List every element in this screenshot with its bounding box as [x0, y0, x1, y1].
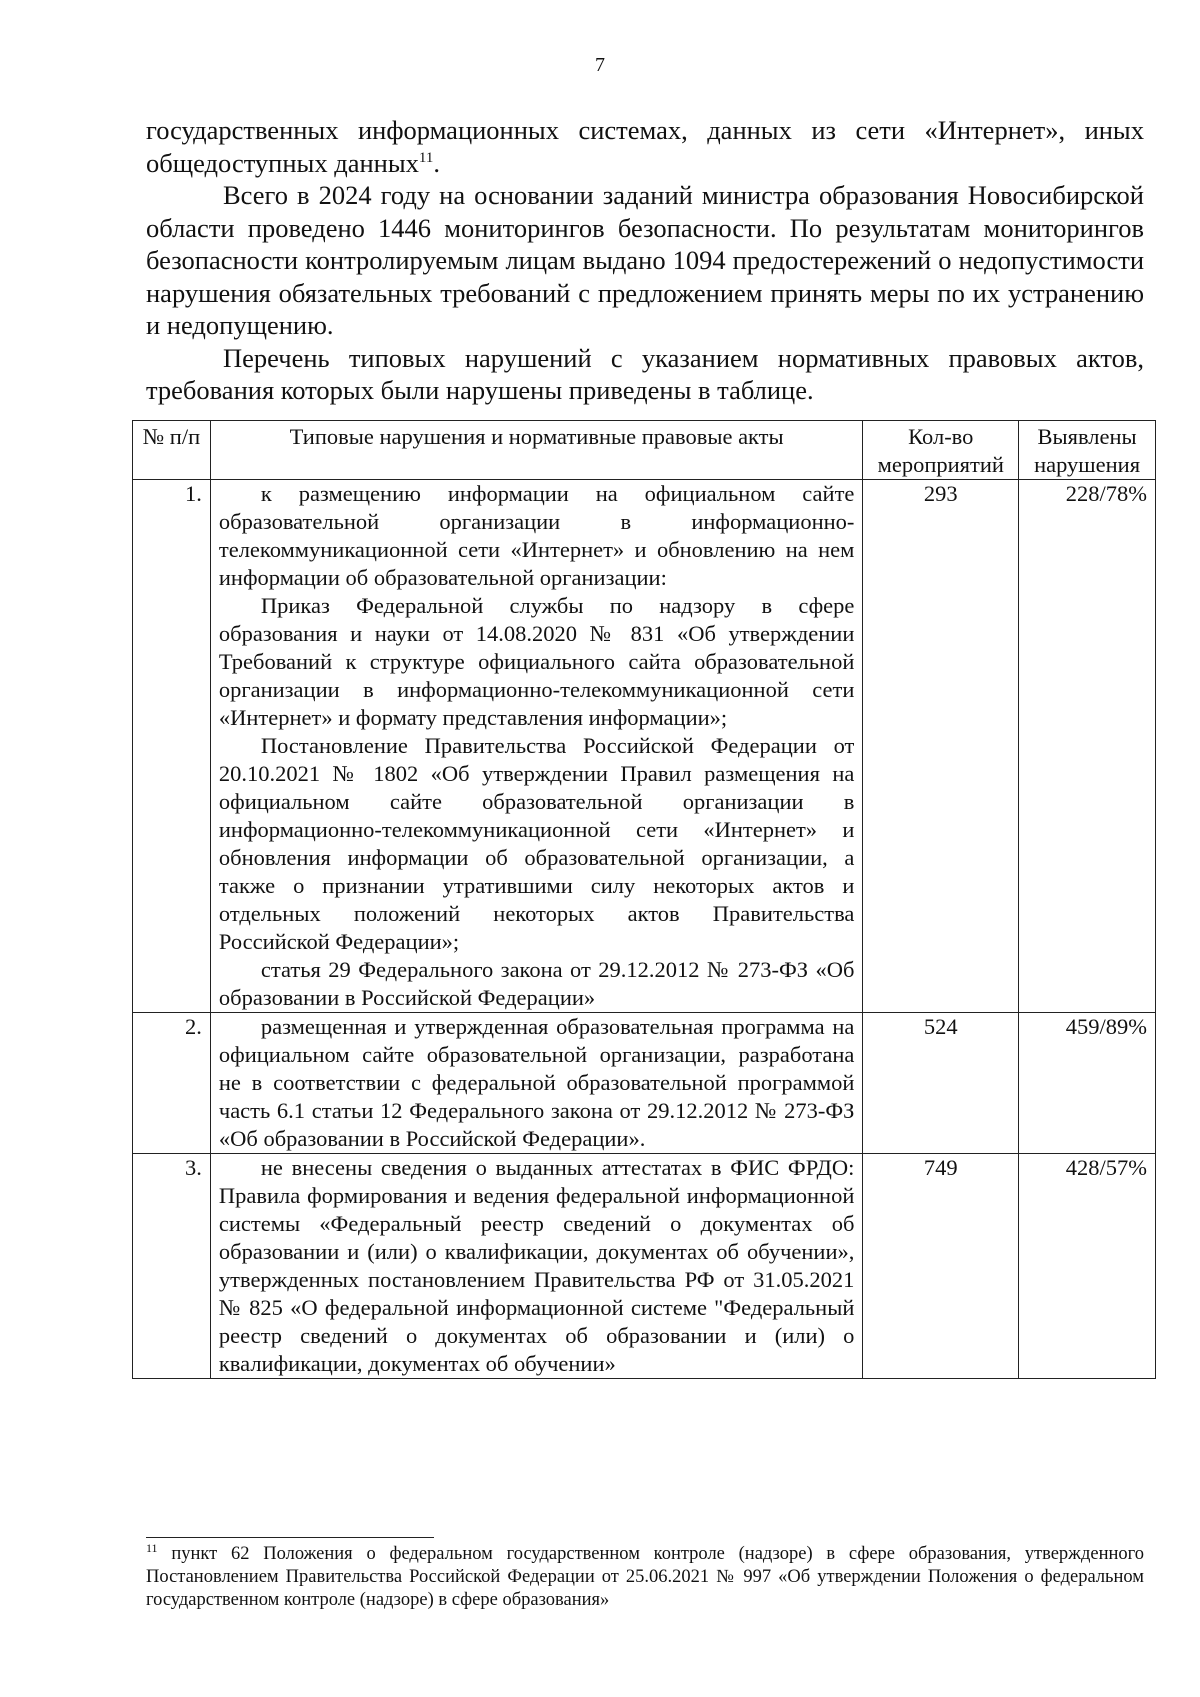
description-paragraph: Приказ Федеральной службы по надзору в сфере образования и науки от 14.08.2020 № 831 «Об утверждении Требований к структуре официального сайта образовательной организации в информационно-телекоммуникационной сети «Интернет» и формату представления информации»;: [218, 593, 855, 730]
row-number: 1.: [133, 480, 211, 1013]
row-description: [210, 1154, 863, 1379]
header-found: Выявлены нарушения: [1019, 421, 1156, 480]
body-text: [146, 114, 1144, 407]
table-header-row: [133, 421, 1156, 480]
row-found: 428/57%: [1019, 1154, 1156, 1379]
description-paragraph: к размещению информации на официальном сайте образовательной организации в информационно-телекоммуникационной сети «Интернет» и обновлению на нем информации об образовательной организации:: [218, 481, 855, 590]
paragraph-2: Всего в 2024 году на основании заданий министра образования Новосибирской области проведено 1446 мониторингов безопасности. По результатам мониторингов безопасности контролируемым лицам выдано 1094 предостережений о недопустимости нарушения обязательных требований с предложением принять меры по их устранению и недопущению.: [146, 180, 1144, 340]
paragraph-1-text: государственных информационных системах, данных из сети «Интернет», иных общедоступных данных: [146, 115, 1144, 178]
description-paragraph: не внесены сведения о выданных аттестатах в ФИС ФРДО: Правила формирования и ведения федеральной информационной системы «Федеральный реестр сведений о документах об образовании и (или) о квалификации, документах об обучении», утвержденных постановлением Правительства РФ от 31.05.2021 № 825 «О федеральной информационной системе "Федеральный реестр сведений о документах об образовании и (или) о квалификации, документах об обучении»: [218, 1155, 855, 1376]
row-description: [210, 1013, 863, 1154]
row-count: 524: [863, 1013, 1019, 1154]
header-description: Типовые нарушения и нормативные правовые акты: [210, 421, 863, 480]
footnote: [146, 1540, 1144, 1612]
header-num: № п/п: [133, 421, 211, 480]
header-count: Кол-во мероприятий: [863, 421, 1019, 480]
footnote-number: 11: [146, 1540, 158, 1555]
row-description: [210, 480, 863, 1013]
paragraph-1-end: .: [433, 147, 440, 178]
row-count: 749: [863, 1154, 1019, 1379]
paragraph-3: Перечень типовых нарушений с указанием нормативных правовых актов, требования которых были нарушены приведены в таблице.: [146, 342, 1144, 405]
violations-table: [132, 420, 1156, 1379]
footnote-text: пункт 62 Положения о федеральном государственном контроле (надзоре) в сфере образования, утвержденного Постановлением Правительства Российской Федерации от 25.06.2021 № 997 «Об утверждении Положения о федеральном государственном контроле (надзоре) в сфере образования»: [146, 1544, 1144, 1610]
table-row: [133, 1154, 1156, 1379]
table-row: [133, 1013, 1156, 1154]
footnote-reference: 11: [418, 149, 434, 166]
row-count: 293: [863, 480, 1019, 1013]
paragraph-1: [146, 114, 1144, 179]
description-paragraph: Постановление Правительства Российской Федерации от 20.10.2021 № 1802 «Об утверждении Правил размещения на официальном сайте образовательной организации в информационно-телекоммуникационной сети «Интернет» и обновления информации об образовательной организации, а также о признании утратившими силу некоторых актов и отдельных положений некоторых актов Правительства Российской Федерации»;: [218, 733, 855, 954]
row-number: 2.: [133, 1013, 211, 1154]
row-found: 228/78%: [1019, 480, 1156, 1013]
table-row: [133, 480, 1156, 1013]
description-paragraph: статья 29 Федерального закона от 29.12.2012 № 273-ФЗ «Об образовании в Российской Федерации»: [218, 957, 855, 1010]
row-found: 459/89%: [1019, 1013, 1156, 1154]
row-number: 3.: [133, 1154, 211, 1379]
description-paragraph: размещенная и утвержденная образовательная программа на официальном сайте образовательной организации, разработана не в соответствии с федеральной образовательной программой часть 6.1 статьи 12 Федерального закона от 29.12.2012 № 273-ФЗ «Об образовании в Российской Федерации».: [218, 1014, 855, 1151]
page-number: 7: [595, 54, 605, 76]
footnote-separator: [146, 1537, 434, 1538]
